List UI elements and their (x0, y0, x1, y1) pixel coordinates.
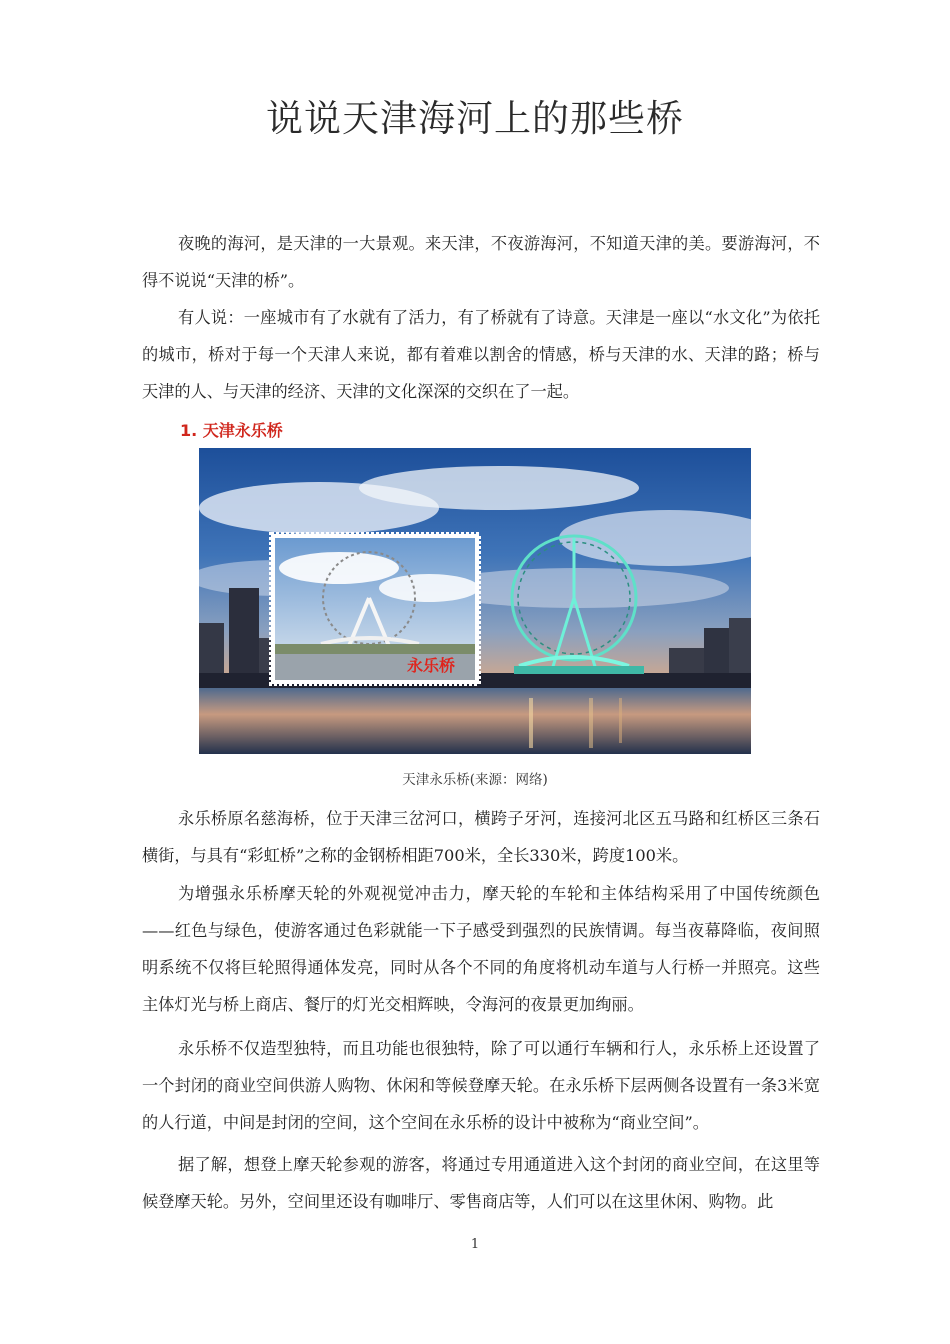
document-title: 说说天津海河上的那些桥 (266, 97, 684, 140)
section-heading: 1. 天津永乐桥 (180, 421, 283, 440)
section-paragraph-4: 据了解，想登上摩天轮参观的游客，将通过专用通道进入这个封闭的商业空间，在这里等候登摩天轮。另外，空间里还设有咖啡厅、零售商店等，人们可以在这里休闲、购物。此 (142, 1155, 820, 1211)
page-number: 1 (470, 1237, 480, 1252)
intro-paragraph-1: 夜晚的海河，是天津的一大景观。来天津，不夜游海河，不知道天津的美。要游海河，不得不说说“天津的桥”。 (142, 234, 820, 290)
section-paragraph-3: 永乐桥不仅造型独特，而且功能也很独特，除了可以通行车辆和行人，永乐桥上还设置了一个封闭的商业空间供游人购物、休闲和等候登摩天轮。在永乐桥下层两侧各设置有一条3米宽的人行道，中间是封闭的空间，这个空间在永乐桥的设计中被称为“商业空间”。 (142, 1039, 820, 1132)
inset-photo-label: 永乐桥 (407, 656, 456, 675)
bridge-photo (199, 448, 751, 754)
intro-paragraph-2: 有人说：一座城市有了水就有了活力，有了桥就有了诗意。天津是一座以“水文化”为依托的城市，桥对于每一个天津人来说，都有着难以割舍的情感，桥与天津的水、天津的路；桥与天津的人、与天津的经济、天津的文化深深的交织在了一起。 (142, 308, 820, 401)
section-paragraph-1: 永乐桥原名慈海桥，位于天津三岔河口，横跨子牙河，连接河北区五马路和红桥区三条石横街，与具有“彩虹桥”之称的金钢桥相距700米，全长330米，跨度100米。 (142, 809, 820, 865)
section-paragraph-2: 为增强永乐桥摩天轮的外观视觉冲击力，摩天轮的车轮和主体结构采用了中国传统颜色——红色与绿色，使游客通过色彩就能一下子感受到强烈的民族情调。每当夜幕降临，夜间照明系统不仅将巨轮照得通体发亮，同时从各个不同的角度将机动车道与人行桥一并照亮。这些主体灯光与桥上商店、餐厅的灯光交相辉映，令海河的夜景更加绚丽。 (142, 884, 820, 1014)
figure-caption: 天津永乐桥(来源：网络) (402, 772, 548, 788)
